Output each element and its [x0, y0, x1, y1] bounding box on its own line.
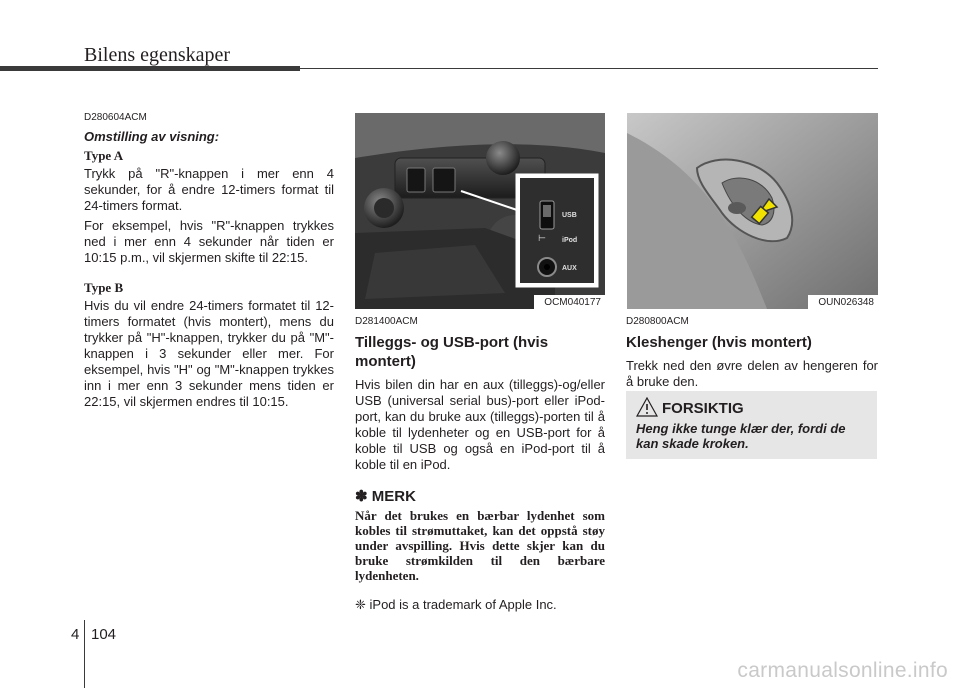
type-a-paragraph-2: For eksempel, hvis "R"-knappen trykkes ned i mer enn 4 sekunder når tiden er 10:15 p.m., vil skjermen skifte til 22:15.: [84, 218, 334, 265]
type-a-paragraph-1: Trykk på "R"-knappen i mer enn 4 sekunder, for å endre 12-timers format til 24-timers format.: [84, 166, 334, 213]
header-rule-thick: [0, 66, 300, 71]
section-code: D281400ACM: [355, 316, 418, 327]
ipod-trademark-note: ❈ iPod is a trademark of Apple Inc.: [355, 597, 557, 612]
section-code: D280604ACM: [84, 112, 147, 123]
usb-port-label: USB: [562, 212, 577, 219]
svg-text:⊢: ⊢: [538, 234, 546, 244]
ipod-port-label: iPod: [562, 237, 578, 244]
note-title: ✽ MERK: [355, 488, 416, 505]
caution-body: Heng ikke tunge klær der, fordi de kan skade kroken.: [636, 421, 846, 451]
section-heading: Kleshenger (hvis montert): [626, 334, 812, 351]
usb-aux-port-photo: [355, 113, 605, 309]
caution-box: [626, 391, 877, 459]
column-aux-usb-port: [355, 316, 605, 613]
coat-hanger-illustration: [627, 113, 878, 309]
coat-hanger-photo: [627, 113, 878, 309]
type-b-label: Type B: [84, 280, 124, 295]
usb-aux-illustration: [355, 113, 605, 309]
type-a-label: Type A: [84, 148, 124, 163]
column-display-settings: [84, 112, 334, 414]
chapter-number: 4: [71, 626, 80, 643]
section-subtitle: Omstilling av visning:: [84, 129, 220, 144]
section-body: Hvis bilen din har en aux (tilleggs)-og/eller USB (universal serial bus)-port eller iPod-port, kan du bruke aux (tilleggs)-porten til å koble til lydenheter og en USB-port for å koble til USB og også en iPod-port til å koble til en iPod.: [355, 377, 605, 472]
photo-caption-hanger: OUN026348: [808, 295, 878, 309]
type-b-paragraph: Hvis du vil endre 24-timers formatet til 12-timers formatet (hvis montert), mens du trykker på "H"-knappen, trykker du på "M"-knappen i 3 sekunder eller mer. For eksempel, hvis "H" og "M"-knappen trykkes inn i mer enn 3 sekunder mens tiden er 22:15, vil skjermen endres til 10:15.: [84, 298, 334, 409]
watermark: carmanualsonline.info: [737, 659, 948, 682]
section-body: Trekk ned den øvre delen av hengeren for å bruke den.: [626, 358, 878, 389]
header-rule-thin: [300, 68, 878, 69]
section-heading: Tilleggs- og USB-port (hvis montert): [355, 334, 549, 370]
note-body: Når det brukes en bærbar lydenhet som kobles til strømuttaket, kan det oppstå støy under avspilling. Hvis dette skjer kan du bruke strømkilden til den bærbare lydenheten.: [355, 508, 605, 583]
page-number: 104: [91, 626, 117, 643]
aux-port-label: AUX: [562, 265, 577, 272]
footer-divider: [84, 620, 85, 688]
photo-caption-ports: OCM040177: [534, 295, 605, 309]
page-header-title: Bilens egenskaper: [84, 44, 231, 66]
warning-triangle-icon: [636, 397, 658, 417]
section-code: D280800ACM: [626, 316, 689, 327]
caution-title: FORSIKTIG: [662, 400, 744, 417]
column-coat-hanger: [626, 316, 878, 394]
